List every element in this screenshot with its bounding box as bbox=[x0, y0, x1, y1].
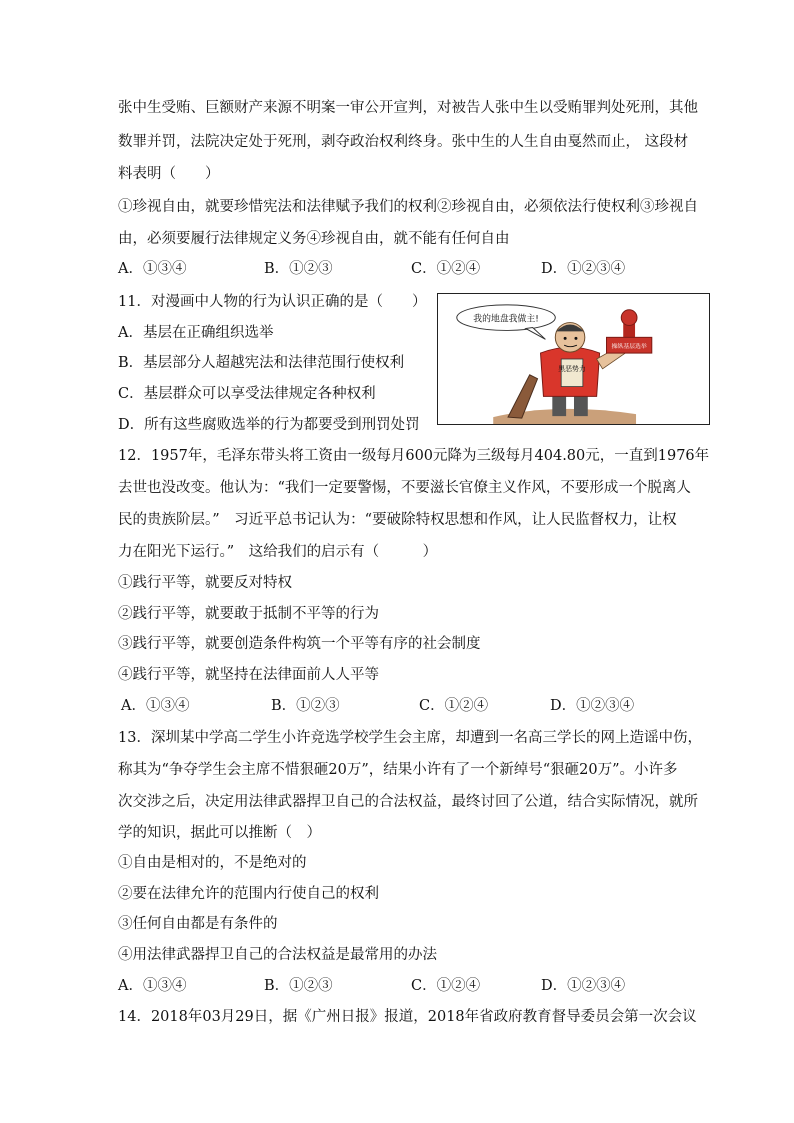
q13-statement-3: ③任何自由都是有条件的 bbox=[118, 916, 278, 932]
q13-option-d: D．①②③④ bbox=[541, 978, 626, 994]
stamp-text: 操纵基层选举 bbox=[611, 344, 647, 351]
q10-option-b: B．①②③ bbox=[264, 261, 333, 277]
q12-stem-line-1: 12．1957年，毛泽东带头将工资由一级每月600元降为三级每月404.80元，一直到1976年 bbox=[118, 448, 710, 464]
q11-option-b: B．基层部分人超越宪法和法律范围行使权利 bbox=[118, 355, 405, 371]
q12-statement-3: ③践行平等，就要创造条件构筑一个平等有序的社会制度 bbox=[118, 636, 481, 652]
q10-option-a: A．①③④ bbox=[118, 261, 187, 277]
q10-statement-line-1: ①珍视自由，就要珍惜宪法和法律赋予我们的权利②珍视自由，必须依法行使权利③珍视自 bbox=[118, 199, 698, 215]
q12-statement-2: ②践行平等，就要敢于抵制不平等的行为 bbox=[118, 606, 379, 622]
q13-stem-line-3: 次交涉之后，决定用法律武器捍卫自己的合法权益，最终讨回了公道，结合实际情况，就所 bbox=[118, 794, 698, 810]
q10-stem-line-1: 张中生受贿、巨额财产来源不明案一审公开宣判，对被告人张中生以受贿罪判处死刑，其他 bbox=[118, 100, 698, 116]
q12-option-c: C．①②④ bbox=[419, 698, 489, 714]
speech-text: 我的地盘我做主! bbox=[473, 314, 539, 325]
q13-stem-line-4: 学的知识，据此可以推断（ ） bbox=[118, 825, 321, 841]
cartoon-illustration bbox=[438, 294, 709, 424]
q11-option-a: A．基层在正确组织选举 bbox=[118, 325, 274, 341]
q11-stem: 11．对漫画中人物的行为认识正确的是（ ） bbox=[118, 294, 427, 310]
q13-option-a: A．①③④ bbox=[118, 978, 187, 994]
q13-stem-line-2: 称其为“争夺学生会主席不惜狠砸20万”，结果小许有了一个新绰号“狠砸20万”。小许多 bbox=[118, 762, 678, 778]
q10-statement-line-2: 由，必须要履行法律规定义务④珍视自由，就不能有任何自由 bbox=[118, 231, 510, 247]
q11-cartoon bbox=[437, 293, 710, 425]
q12-option-a: A．①③④ bbox=[121, 698, 190, 714]
q13-statement-4: ④用法律武器捍卫自己的合法权益是最常用的办法 bbox=[118, 947, 437, 963]
q11-option-d: D．所有这些腐败选举的行为都要受到刑罚处罚 bbox=[118, 417, 420, 433]
q10-option-d: D．①②③④ bbox=[541, 261, 626, 277]
q12-statement-4: ④践行平等，就坚持在法律面前人人平等 bbox=[118, 667, 379, 683]
q12-stem-line-4: 力在阳光下运行。” 这给我们的启示有（ ） bbox=[118, 544, 438, 560]
q13-statement-2: ②要在法律允许的范围内行使自己的权利 bbox=[118, 886, 379, 902]
q13-stem-line-1: 13．深圳某中学高二学生小许竞选学校学生会主席，却遭到一名高三学长的网上造谣中伤， bbox=[118, 730, 702, 746]
q13-option-b: B．①②③ bbox=[264, 978, 333, 994]
q13-option-c: C．①②④ bbox=[411, 978, 481, 994]
q10-stem-line-2: 数罪并罚，法院决定处于死刑，剥夺政治权利终身。张中生的人生自由戛然而止， 这段材 bbox=[118, 134, 689, 150]
q10-option-c: C．①②④ bbox=[411, 261, 481, 277]
q12-option-b: B．①②③ bbox=[271, 698, 340, 714]
q11-option-c: C．基层群众可以享受法律规定各种权利 bbox=[118, 386, 376, 402]
q12-statement-1: ①践行平等，就要反对特权 bbox=[118, 575, 292, 591]
q12-option-d: D．①②③④ bbox=[550, 698, 635, 714]
q13-statement-1: ①自由是相对的，不是绝对的 bbox=[118, 855, 307, 871]
q14-stem-line-1: 14．2018年03月29日，据《广州日报》报道，2018年省政府教育督导委员会第一次会议 bbox=[118, 1009, 697, 1025]
q12-stem-line-3: 民的贵族阶层。” 习近平总书记认为：“要破除特权思想和作风，让人民监督权力，让权 bbox=[118, 512, 677, 528]
vest-label: 黑恶势力 bbox=[558, 364, 586, 373]
q12-stem-line-2: 去世也没改变。他认为：“我们一定要警惕，不要滋长官僚主义作风，不要形成一个脱离人 bbox=[118, 480, 691, 496]
q10-stem-line-3: 料表明（ ） bbox=[118, 166, 220, 182]
